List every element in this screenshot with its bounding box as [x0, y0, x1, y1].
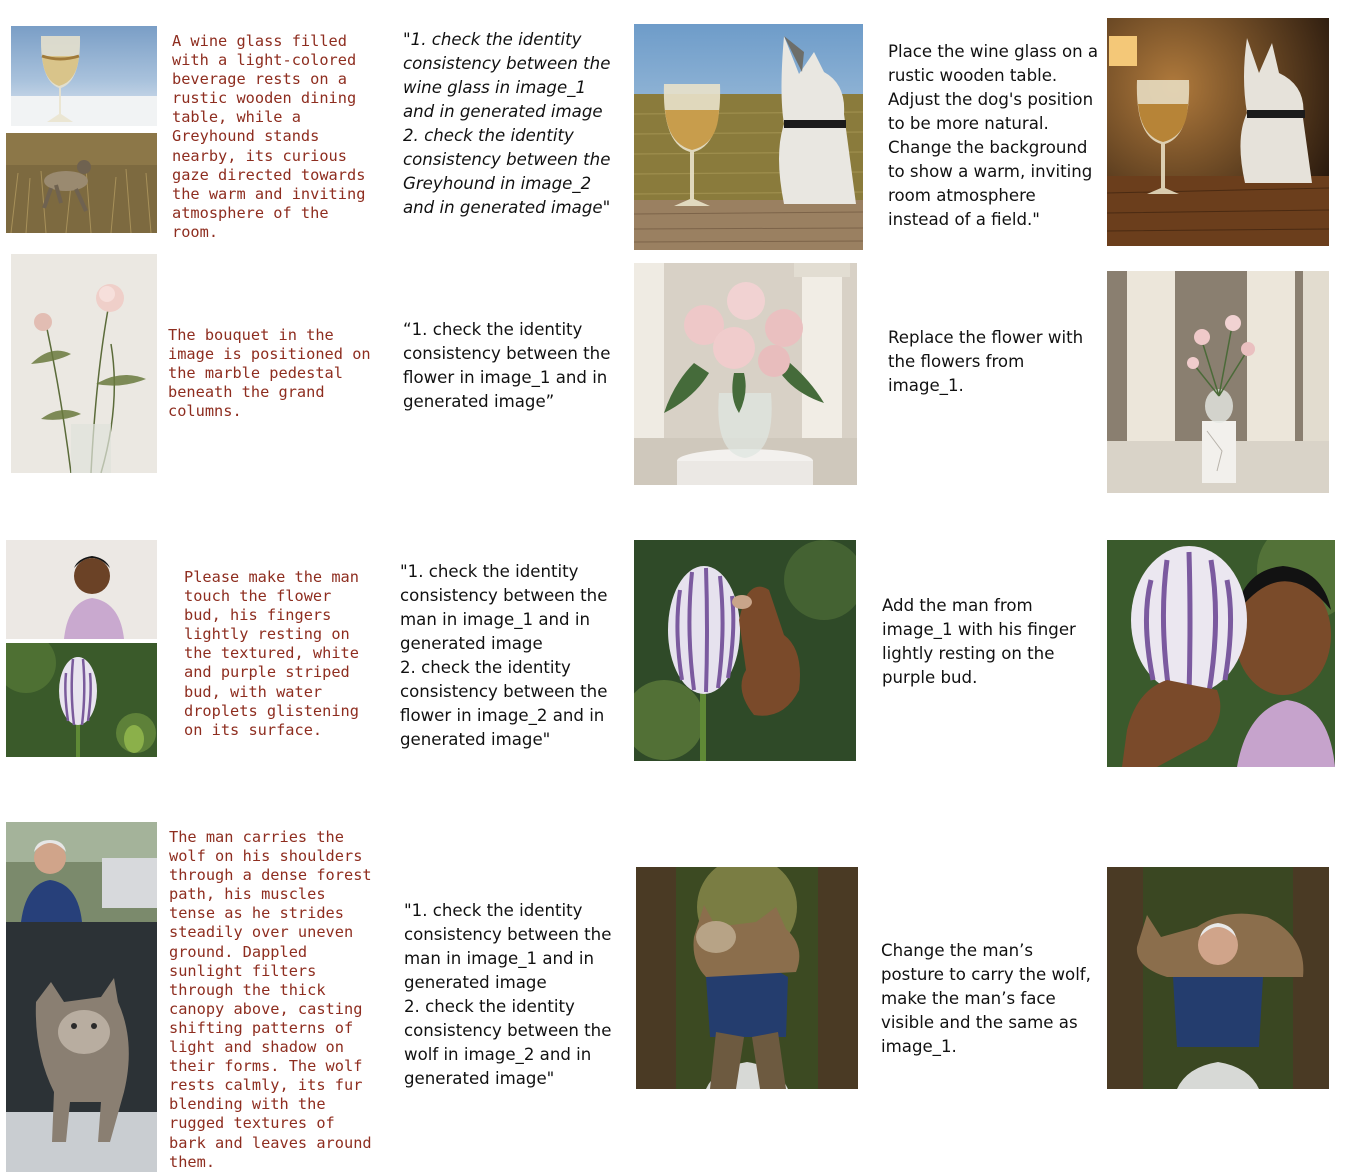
- row3-prompt: Please make the man touch the flower bud, his fingers lightly resting on the textured, white and purple striped bud, with water droplets glistening on its surface.: [184, 568, 359, 739]
- edited-wine-dog-image: [1107, 18, 1329, 246]
- row3-identity-check: "1. check the identity consistency between the man in image_1 and in generated image 2. check the identity consistency between the flower in image_2 and in generated image": [400, 562, 608, 749]
- generated-man-wolf-image: [636, 867, 858, 1089]
- older-man-laptop-image: [6, 822, 157, 922]
- peony-image: [11, 254, 157, 473]
- row1-identity-check: "1. check the identity consistency between the wine glass in image_1 and in generated image 2. check the identity consistency between the Greyhound in image_2 and in generated image": [403, 30, 611, 217]
- row2-edit-instruction: Replace the flower with the flowers from image_1.: [888, 328, 1084, 395]
- wine-glass-image: [11, 26, 157, 126]
- greyhound-field-image: [6, 133, 157, 233]
- row1-edit-instruction: Place the wine glass on a rustic wooden table. Adjust the dog's position to be more natural. Change the background to show a warm, inviting room atmosphere instead of a field.": [888, 42, 1099, 229]
- row2-identity-check: “1. check the identity consistency between the flower in image_1 and in generated image”: [403, 320, 611, 411]
- striped-bud-image: [6, 643, 157, 757]
- edited-man-bud-image: [1107, 540, 1335, 767]
- edited-man-wolf-image: [1107, 867, 1329, 1089]
- row4-identity-check: "1. check the identity consistency between the man in image_1 and in generated image 2. check the identity consistency between the wolf in image_2 and in generated image": [404, 901, 612, 1088]
- wolf-snow-image: [6, 922, 157, 1172]
- generated-peony-vase-image: [634, 263, 857, 485]
- row4-edit-instruction: Change the man’s posture to carry the wolf, make the man’s face visible and the same as image_1.: [881, 941, 1091, 1056]
- edited-peony-pedestal-image: [1107, 271, 1329, 493]
- row3-edit-instruction: Add the man from image_1 with his finger lightly resting on the purple bud.: [882, 596, 1076, 687]
- generated-wine-dog-image: [634, 24, 863, 250]
- generated-hand-bud-image: [634, 540, 856, 761]
- row1-prompt: A wine glass filled with a light-colored beverage rests on a rustic wooden dining table, while a Greyhound stands nearby, its curious gaze directed towards the warm and inviting atmosphere of the room.: [172, 32, 366, 241]
- young-man-image: [6, 540, 157, 639]
- row4-prompt: The man carries the wolf on his shoulders through a dense forest path, his muscles tense as he strides steadily over uneven ground. Dappled sunlight filters through the thick canopy above, casting shifting patterns of light and shadow on their forms. The wolf rests calmly, its fur blending with the rugged textures of bark and leaves around them.: [169, 828, 372, 1171]
- row2-prompt: The bouquet in the image is positioned on the marble pedestal beneath the grand columns.: [168, 326, 371, 421]
